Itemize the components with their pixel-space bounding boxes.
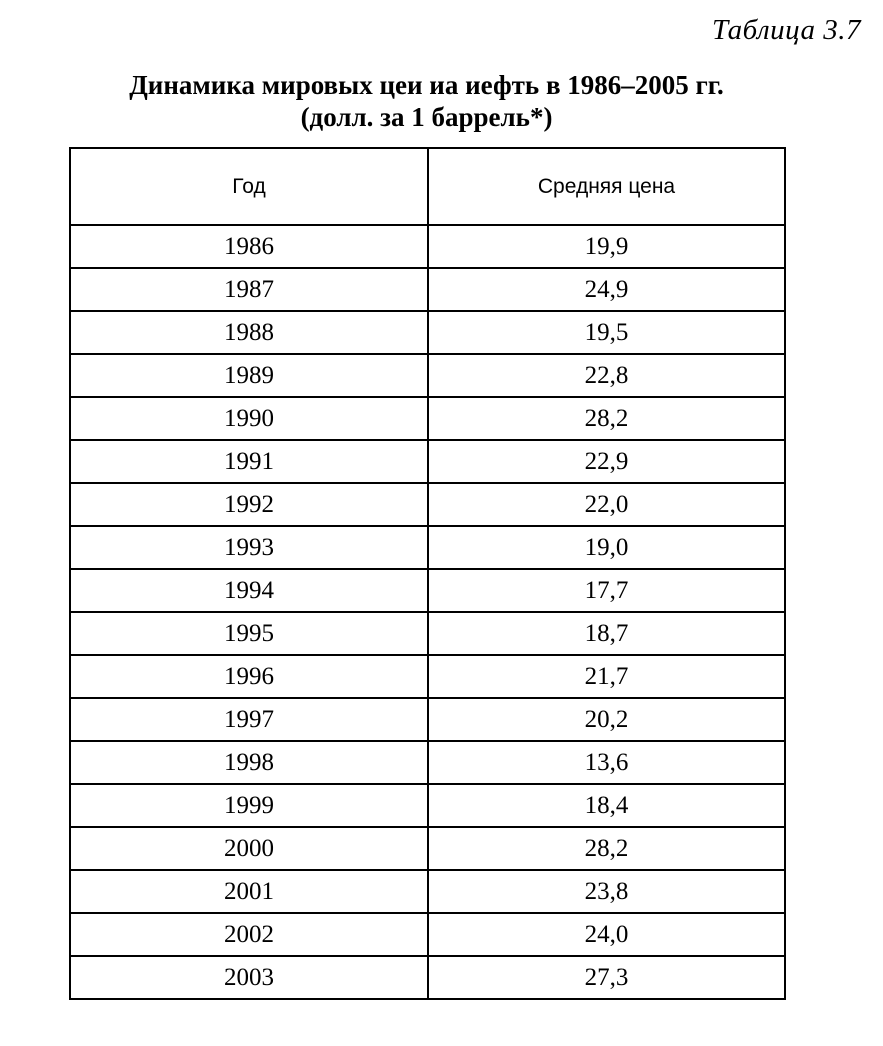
year-cell: 1998 <box>70 741 428 784</box>
table-row <box>70 526 785 569</box>
price-cell: 17,7 <box>428 569 785 612</box>
year-cell: 1996 <box>70 655 428 698</box>
year-cell: 1995 <box>70 612 428 655</box>
table-row <box>70 956 785 999</box>
table-row <box>70 698 785 741</box>
year-cell: 2002 <box>70 913 428 956</box>
column-header-average-price: Средняя цена <box>428 148 785 225</box>
price-cell: 19,5 <box>428 311 785 354</box>
year-cell: 1997 <box>70 698 428 741</box>
year-cell: 2003 <box>70 956 428 999</box>
year-cell: 2001 <box>70 870 428 913</box>
year-cell: 1994 <box>70 569 428 612</box>
year-cell: 1991 <box>70 440 428 483</box>
table-row <box>70 612 785 655</box>
price-cell: 28,2 <box>428 397 785 440</box>
table-row <box>70 655 785 698</box>
oil-price-table <box>69 147 786 1000</box>
table-title: Динамика мировых цеи иа иефть в 1986–2005 гг. <box>129 70 724 100</box>
table-row <box>70 397 785 440</box>
price-cell: 19,9 <box>428 225 785 268</box>
price-cell: 21,7 <box>428 655 785 698</box>
price-cell: 22,0 <box>428 483 785 526</box>
price-cell: 18,7 <box>428 612 785 655</box>
table-body <box>70 225 785 999</box>
year-cell: 2000 <box>70 827 428 870</box>
price-cell: 20,2 <box>428 698 785 741</box>
table-row <box>70 268 785 311</box>
year-cell: 1990 <box>70 397 428 440</box>
column-header-year: Год <box>70 148 428 225</box>
price-cell: 13,6 <box>428 741 785 784</box>
table-subtitle-units: (долл. за 1 баррель*) <box>300 102 553 132</box>
table-row <box>70 741 785 784</box>
price-cell: 27,3 <box>428 956 785 999</box>
year-cell: 1999 <box>70 784 428 827</box>
table-row <box>70 913 785 956</box>
table-row <box>70 784 785 827</box>
table-row <box>70 354 785 397</box>
year-cell: 1989 <box>70 354 428 397</box>
year-cell: 1993 <box>70 526 428 569</box>
price-cell: 19,0 <box>428 526 785 569</box>
table-row <box>70 483 785 526</box>
table-row <box>70 870 785 913</box>
table-row <box>70 569 785 612</box>
table-number-label: Таблица 3.7 <box>712 14 861 46</box>
price-cell: 24,0 <box>428 913 785 956</box>
table-row <box>70 225 785 268</box>
year-cell: 1992 <box>70 483 428 526</box>
price-cell: 23,8 <box>428 870 785 913</box>
year-cell: 1986 <box>70 225 428 268</box>
price-cell: 24,9 <box>428 268 785 311</box>
table-row <box>70 827 785 870</box>
year-cell: 1987 <box>70 268 428 311</box>
price-cell: 22,9 <box>428 440 785 483</box>
year-cell: 1988 <box>70 311 428 354</box>
price-cell: 18,4 <box>428 784 785 827</box>
price-cell: 28,2 <box>428 827 785 870</box>
table-header-row <box>70 148 785 225</box>
table-row <box>70 311 785 354</box>
table-row <box>70 440 785 483</box>
price-cell: 22,8 <box>428 354 785 397</box>
